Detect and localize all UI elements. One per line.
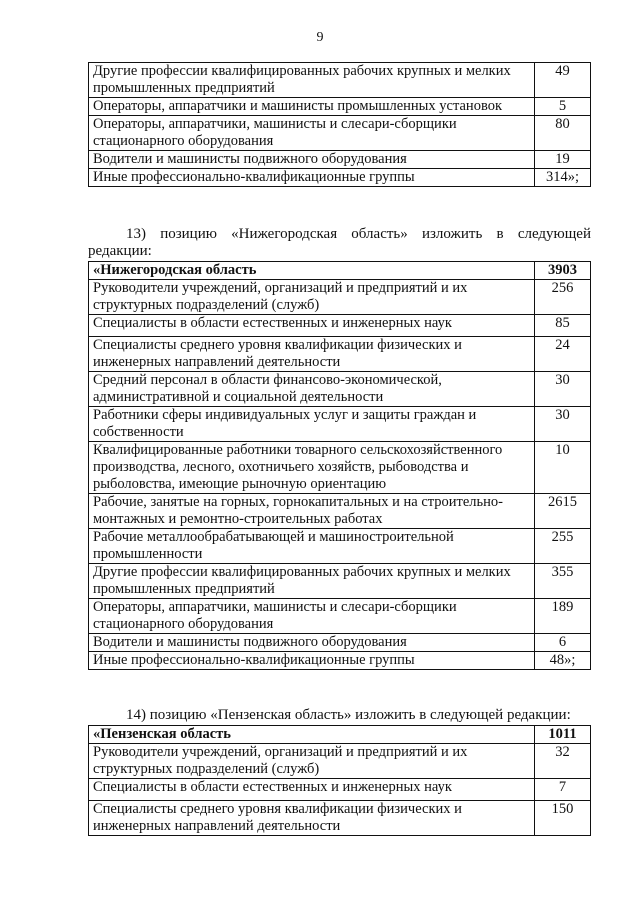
row-label: Операторы, аппаратчики, машинисты и слесари-сборщики стационарного оборудования: [89, 599, 535, 634]
row-label: Работники сферы индивидуальных услуг и защиты граждан и собственности: [89, 407, 535, 442]
row-value: 80: [535, 116, 591, 151]
table-row: [89, 442, 591, 494]
table-row: [89, 280, 591, 315]
row-label: Рабочие металлообрабатывающей и машиностроительной промышленности: [89, 529, 535, 564]
paragraph-13-line2: редакции:: [88, 243, 152, 259]
row-value: 150: [535, 801, 591, 836]
row-label: Специалисты среднего уровня квалификации физических и инженерных направлений деятельности: [89, 337, 535, 372]
table-row: [89, 151, 591, 169]
row-label: Рабочие, занятые на горных, горнокапитальных и на строительно-монтажных и ремонтно-строительных работах: [89, 494, 535, 529]
table-row: [89, 634, 591, 652]
table-row: [89, 63, 591, 98]
row-value: 49: [535, 63, 591, 98]
continued-table: [88, 62, 591, 187]
table-row: [89, 407, 591, 442]
row-value: 189: [535, 599, 591, 634]
table-row: [89, 169, 591, 187]
row-value: 255: [535, 529, 591, 564]
region-total: 1011: [535, 726, 591, 744]
row-label: Специалисты в области естественных и инженерных наук: [89, 779, 535, 801]
row-label: Специалисты в области естественных и инженерных наук: [89, 315, 535, 337]
paragraph-13: [88, 226, 591, 260]
row-label: Руководители учреждений, организаций и предприятий и их структурных подразделений (служб): [89, 744, 535, 779]
row-value: 30: [535, 407, 591, 442]
row-label: Иные профессионально-квалификационные группы: [89, 169, 535, 187]
row-value: 19: [535, 151, 591, 169]
row-value: 314»;: [535, 169, 591, 187]
table-row: [89, 372, 591, 407]
table-header-row: [89, 262, 591, 280]
row-value: 10: [535, 442, 591, 494]
table-row: [89, 801, 591, 836]
row-value: 48»;: [535, 652, 591, 670]
table-row: [89, 779, 591, 801]
row-label: Средний персонал в области финансово-экономической, административной и социальной деятельности: [89, 372, 535, 407]
row-value: 2615: [535, 494, 591, 529]
table-row: [89, 599, 591, 634]
table-row: [89, 116, 591, 151]
row-value: 32: [535, 744, 591, 779]
row-label: Водители и машинисты подвижного оборудования: [89, 151, 535, 169]
page-number: 9: [316, 30, 324, 45]
paragraph-13-line1: 13) позицию «Нижегородская область» изложить в следующей: [126, 226, 591, 242]
penza-table: [88, 725, 591, 836]
row-value: 6: [535, 634, 591, 652]
row-label: Иные профессионально-квалификационные группы: [89, 652, 535, 670]
row-label: Другие профессии квалифицированных рабочих крупных и мелких промышленных предприятий: [89, 564, 535, 599]
row-label: Специалисты среднего уровня квалификации физических и инженерных направлений деятельности: [89, 801, 535, 836]
paragraph-14: 14) позицию «Пензенская область» изложить в следующей редакции:: [126, 707, 571, 723]
table-row: [89, 98, 591, 116]
row-label: Водители и машинисты подвижного оборудования: [89, 634, 535, 652]
row-label: Квалифицированные работники товарного сельскохозяйственного производства, лесного, охотничьего хозяйств, рыбоводства и рыболовства, имеющие рыночную ориентацию: [89, 442, 535, 494]
row-value: 355: [535, 564, 591, 599]
row-value: 85: [535, 315, 591, 337]
row-value: 256: [535, 280, 591, 315]
table-header-row: [89, 726, 591, 744]
row-label: Операторы, аппаратчики, машинисты и слесари-сборщики стационарного оборудования: [89, 116, 535, 151]
table-row: [89, 564, 591, 599]
row-label: Руководители учреждений, организаций и предприятий и их структурных подразделений (служб): [89, 280, 535, 315]
row-value: 30: [535, 372, 591, 407]
table-row: [89, 494, 591, 529]
region-total: 3903: [535, 262, 591, 280]
table-row: [89, 652, 591, 670]
row-label: Другие профессии квалифицированных рабочих крупных и мелких промышленных предприятий: [89, 63, 535, 98]
region-name: «Пензенская область: [89, 726, 535, 744]
nizhny-novgorod-table: [88, 261, 591, 670]
row-value: 7: [535, 779, 591, 801]
table-row: [89, 337, 591, 372]
table-row: [89, 529, 591, 564]
row-value: 24: [535, 337, 591, 372]
row-value: 5: [535, 98, 591, 116]
region-name: «Нижегородская область: [89, 262, 535, 280]
table-row: [89, 315, 591, 337]
table-row: [89, 744, 591, 779]
row-label: Операторы, аппаратчики и машинисты промышленных установок: [89, 98, 535, 116]
